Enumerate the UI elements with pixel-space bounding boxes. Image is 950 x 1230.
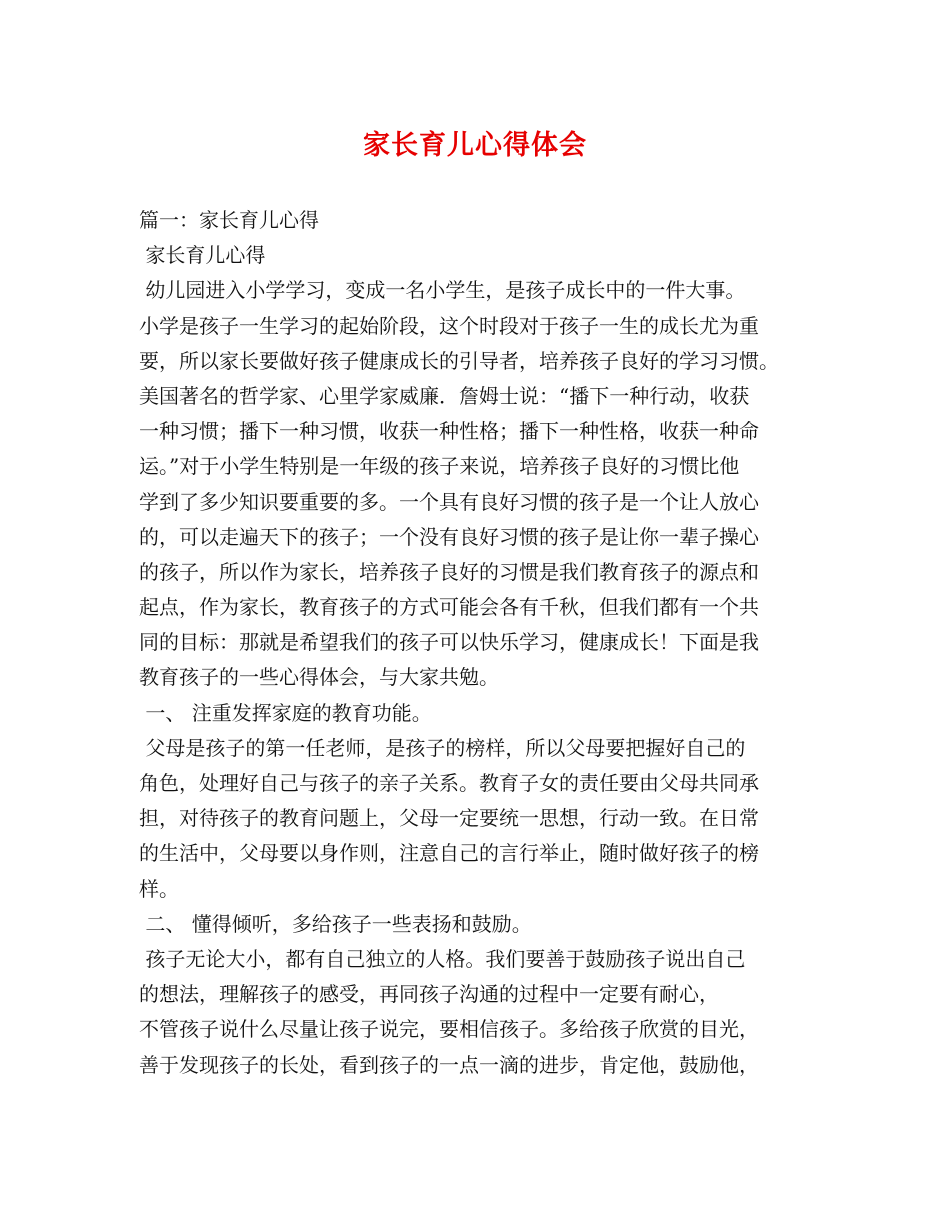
text-line: 担，对待孩子的教育问题上，父母一定要统一思想，行动一致。在日常 bbox=[139, 806, 759, 831]
section-heading: 二、 懂得倾听，多给孩子一些表扬和鼓励。 bbox=[139, 911, 532, 936]
text-line: 同的目标：那就是希望我们的孩子可以快乐学习，健康成长！下面是我 bbox=[139, 630, 759, 655]
text-line: 的，可以走遍天下的孩子；一个没有良好习惯的孩子是让你一辈子操心 bbox=[139, 524, 759, 549]
text-line: 父母是孩子的第一任老师，是孩子的榜样，所以父母要把握好自己的 bbox=[139, 735, 746, 760]
document-title: 家长育儿心得体会 bbox=[363, 130, 587, 161]
text-line: 幼儿园进入小学学习，变成一名小学生，是孩子成长中的一件大事。 bbox=[139, 278, 746, 303]
section-heading: 一、 注重发挥家庭的教育功能。 bbox=[139, 700, 432, 725]
text-line: 善于发现孩子的长处，看到孩子的一点一滴的进步，肯定他，鼓励他， bbox=[139, 1052, 759, 1077]
text-line: 教育孩子的一些心得体会，与大家共勉。 bbox=[139, 665, 499, 690]
text-line: 篇一：家长育儿心得 bbox=[139, 208, 319, 232]
text-line: 样。 bbox=[139, 876, 179, 901]
text-line: 运。”对于小学生特别是一年级的孩子来说，培养孩子良好的习惯比他 bbox=[139, 454, 740, 479]
text-line: 的生活中，父母要以身作则，注意自己的言行举止，随时做好孩子的榜 bbox=[139, 841, 759, 866]
text-line: 要，所以家长要做好孩子健康成长的引导者，培养孩子良好的学习习惯。 bbox=[139, 348, 779, 373]
text-line: 不管孩子说什么尽量让孩子说完，要相信孩子。多给孩子欣赏的目光， bbox=[139, 1017, 759, 1042]
text-line: 一种习惯；播下一种习惯，收获一种性格；播下一种性格，收获一种命 bbox=[139, 419, 759, 444]
document-body bbox=[139, 203, 819, 1083]
text-line: 学到了多少知识要重要的多。一个具有良好习惯的孩子是一个让人放心 bbox=[139, 489, 759, 514]
text-line: 角色，处理好自己与孩子的亲子关系。教育子女的责任要由父母共同承 bbox=[139, 771, 759, 795]
text-line: 家长育儿心得 bbox=[139, 243, 266, 268]
text-line: 小学是孩子一生学习的起始阶段，这个时段对于孩子一生的成长尤为重 bbox=[139, 313, 759, 338]
text-line: 起点，作为家长，教育孩子的方式可能会各有千秋，但我们都有一个共 bbox=[139, 595, 759, 620]
text-line: 的想法，理解孩子的感受，再同孩子沟通的过程中一定要有耐心， bbox=[139, 982, 719, 1007]
text-line: 孩子无论大小，都有自己独立的人格。我们要善于鼓励孩子说出自己 bbox=[139, 946, 746, 971]
text-line: 的孩子，所以作为家长，培养孩子良好的习惯是我们教育孩子的源点和 bbox=[139, 559, 759, 584]
text-line: 美国著名的哲学家、心里学家威廉．詹姆士说：“播下一种行动，收获 bbox=[139, 383, 750, 408]
